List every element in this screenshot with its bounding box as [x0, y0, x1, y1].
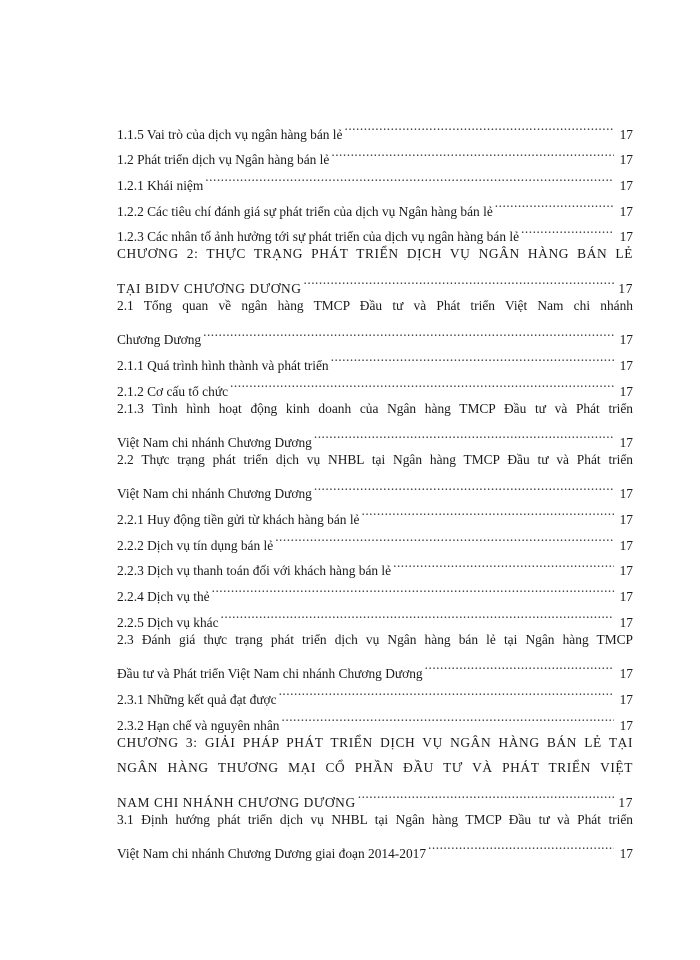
toc-leader-dots [304, 267, 614, 293]
toc-entry-title: 2.2 Thực trạng phát triển dịch vụ NHBL tại Ngân hàng TMCP Đầu tư và Phát triển [117, 451, 633, 467]
toc-page-number: 17 [619, 229, 633, 245]
toc-entry-title: 2.3 Đánh giá thực trạng phát triển dịch vụ Ngân hàng bán lẻ tại Ngân hàng TMCP [117, 631, 633, 647]
toc-entry-line [117, 293, 633, 319]
toc-leader-dots [203, 319, 614, 345]
toc-entry-title: 2.1.1 Quá trình hình thành và phát triển [117, 357, 329, 373]
toc-entry-last-line [117, 421, 633, 450]
toc-entry-title: CHƯƠNG 2: THỰC TRẠNG PHÁT TRIỂN DỊCH VỤ NGÂN HÀNG BÁN LẺ [117, 246, 633, 262]
toc-entry-title: 1.2.2 Các tiêu chí đánh giá sự phát triển của dịch vụ Ngân hàng bán lẻ [117, 203, 493, 219]
toc-page-number: 17 [619, 126, 633, 142]
toc-entry-title: 2.3.2 Hạn chế và nguyên nhân [117, 717, 280, 733]
toc-entry[interactable] [117, 113, 633, 142]
toc-entry-last-line [117, 319, 633, 348]
toc-entry-line [117, 755, 633, 781]
table-of-contents [117, 113, 633, 861]
toc-entry-title: 2.2.2 Dịch vụ tín dụng bán lẻ [117, 537, 274, 553]
toc-entry-last-line [117, 781, 633, 810]
toc-entry[interactable] [117, 396, 633, 450]
toc-leader-dots [279, 678, 614, 704]
toc-page-number: 17 [619, 717, 633, 733]
toc-leader-dots [275, 524, 614, 550]
toc-entry-title: TẠI BIDV CHƯƠNG DƯƠNG [117, 280, 302, 296]
toc-page-number: 17 [619, 178, 633, 194]
toc-entry-last-line [117, 473, 633, 502]
toc-page-number: 17 [619, 691, 633, 707]
toc-entry-title: CHƯƠNG 3: GIẢI PHÁP PHÁT TRIỂN DỊCH VỤ NGÂN HÀNG BÁN LẺ TẠI [117, 734, 633, 750]
toc-page-number: 17 [619, 357, 633, 373]
toc-entry[interactable] [117, 241, 633, 296]
toc-leader-dots [521, 216, 614, 242]
toc-entry[interactable] [117, 293, 633, 348]
toc-page-number: 17 [619, 383, 633, 399]
toc-entry-title: 1.1.5 Vai trò của dịch vụ ngân hàng bán lẻ [117, 126, 343, 142]
toc-entry-line [117, 807, 633, 833]
toc-entry-title: 1.2.3 Các nhân tố ảnh hưởng tới sự phát triển của dịch vụ ngân hàng bán lẻ [117, 229, 520, 245]
toc-entry-title: 2.2.5 Dịch vụ khác [117, 614, 219, 630]
toc-page-number: 17 [619, 434, 633, 450]
toc-entry-last-line [117, 832, 633, 861]
toc-page-number: 17 [619, 589, 633, 605]
toc-entry-title: 2.2.4 Dịch vụ thẻ [117, 589, 210, 605]
toc-entry-title: 2.1 Tổng quan về ngân hàng TMCP Đầu tư và Phát triển Việt Nam chi nhánh [117, 297, 633, 313]
toc-leader-dots [282, 704, 615, 730]
toc-entry-title: NGÂN HÀNG THƯƠNG MẠI CỔ PHẦN ĐẦU TƯ VÀ PHÁT TRIỂN VIỆT [117, 760, 633, 776]
toc-page-number: 17 [619, 563, 633, 579]
toc-entry-title: 2.1.3 Tình hình hoạt động kinh doanh của Ngân hàng TMCP Đầu tư và Phát triển [117, 400, 633, 416]
toc-leader-dots [331, 344, 614, 370]
toc-entry-line [117, 730, 633, 756]
toc-entry-last-line [117, 267, 633, 296]
toc-page-number: 17 [618, 794, 633, 810]
toc-leader-dots [361, 498, 614, 524]
toc-leader-dots [221, 601, 614, 627]
toc-leader-dots [358, 781, 614, 807]
toc-entry-title: Chương Dương [117, 332, 202, 348]
toc-entry-title: Việt Nam chi nhánh Chương Dương [117, 486, 312, 502]
toc-entry-title: NAM CHI NHÁNH CHƯƠNG DƯƠNG [117, 794, 356, 810]
toc-leader-dots [495, 190, 614, 216]
toc-entry-line [117, 627, 633, 653]
toc-entry-title: 2.2.3 Dịch vụ thanh toán đối với khách hàng bán lẻ [117, 563, 392, 579]
toc-page-number: 17 [619, 332, 633, 348]
toc-page-number: 17 [619, 845, 633, 861]
toc-page-number: 17 [619, 512, 633, 527]
toc-page-number: 17 [618, 280, 633, 296]
toc-leader-dots [212, 575, 614, 601]
toc-entry-last-line [117, 652, 633, 682]
toc-entry-title: 2.3.1 Những kết quả đạt được [117, 691, 277, 707]
toc-entry-title: 1.2 Phát triển dịch vụ Ngân hàng bán lẻ [117, 152, 330, 168]
toc-entry-title: 1.2.1 Khái niệm [117, 178, 204, 194]
toc-entry-last-line [117, 113, 633, 142]
toc-leader-dots [428, 832, 614, 858]
toc-entry[interactable] [117, 447, 633, 502]
toc-leader-dots [205, 164, 614, 190]
toc-page-number: 17 [619, 152, 633, 168]
toc-leader-dots [344, 113, 614, 139]
toc-entry-title: 2.1.2 Cơ cấu tổ chức [117, 383, 229, 399]
toc-page-number: 17 [619, 537, 633, 553]
toc-entry-title: Đầu tư và Phát triển Việt Nam chi nhánh Chương Dương [117, 666, 423, 682]
toc-entry-title: Việt Nam chi nhánh Chương Dương [117, 434, 312, 450]
toc-entry-title: 2.2.1 Huy động tiền gửi từ khách hàng bán lẻ [117, 512, 360, 527]
toc-page-number: 17 [619, 203, 633, 219]
toc-leader-dots [393, 550, 614, 576]
toc-page-number: 17 [619, 486, 633, 502]
toc-entry[interactable] [117, 730, 633, 810]
toc-entry[interactable] [117, 627, 633, 682]
toc-entry-title: 3.1 Định hướng phát triển dịch vụ NHBL tại Ngân hàng TMCP Đầu tư và Phát triển [117, 811, 633, 827]
toc-entry-line [117, 396, 633, 422]
toc-page-number: 17 [619, 666, 633, 682]
toc-entry[interactable] [117, 807, 633, 861]
toc-page-number: 17 [619, 614, 633, 630]
toc-entry-line [117, 447, 633, 473]
toc-leader-dots [230, 370, 614, 396]
toc-leader-dots [314, 473, 614, 499]
toc-entry-title: Việt Nam chi nhánh Chương Dương giai đoạn 2014-2017 [117, 845, 427, 861]
toc-entry-line [117, 241, 633, 267]
toc-leader-dots [331, 139, 614, 165]
toc-leader-dots [425, 652, 614, 678]
toc-leader-dots [314, 421, 614, 447]
